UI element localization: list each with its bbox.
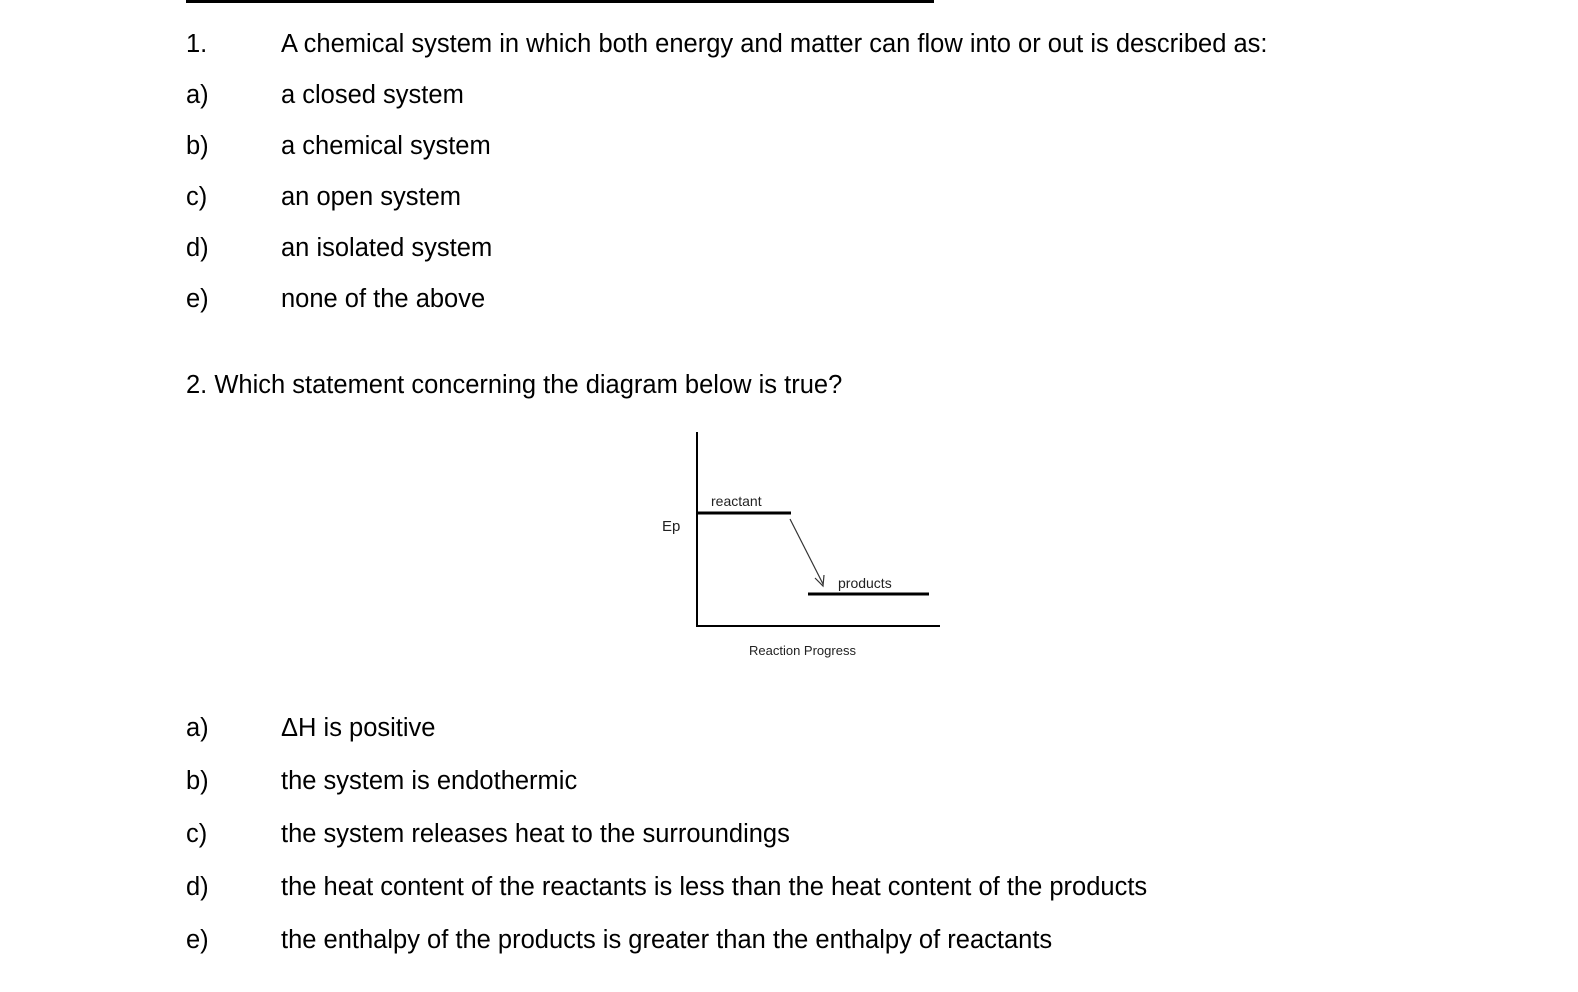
- option-letter: b): [186, 767, 209, 795]
- reactant-label: reactant: [711, 493, 762, 509]
- option-text: none of the above: [281, 285, 486, 313]
- option-letter: d): [186, 873, 209, 901]
- option-letter: c): [186, 183, 208, 211]
- question-1-number: 1.: [186, 30, 208, 58]
- q1-option-d[interactable]: [0, 228, 1578, 268]
- arrow-icon: [790, 519, 823, 584]
- q2-option-b[interactable]: [0, 761, 1578, 801]
- q2-option-c[interactable]: [0, 814, 1578, 854]
- q1-option-e[interactable]: [0, 279, 1578, 319]
- x-axis-label: Reaction Progress: [749, 643, 856, 658]
- q1-option-c[interactable]: [0, 177, 1578, 217]
- option-text: the system releases heat to the surroundings: [281, 820, 790, 848]
- option-text: an isolated system: [281, 234, 493, 262]
- option-letter: a): [186, 714, 209, 742]
- option-text: a chemical system: [281, 132, 491, 160]
- option-letter: d): [186, 234, 209, 262]
- arrowhead-icon: [815, 575, 824, 586]
- q1-option-b[interactable]: [0, 126, 1578, 166]
- q2-option-d[interactable]: [0, 867, 1578, 907]
- option-text: a closed system: [281, 81, 464, 109]
- question-2-prompt: 2. Which statement concerning the diagram below is true?: [186, 371, 843, 399]
- option-letter: a): [186, 81, 209, 109]
- option-text: the heat content of the reactants is less than the heat content of the products: [281, 873, 1148, 901]
- q1-option-a[interactable]: [0, 75, 1578, 115]
- option-text: an open system: [281, 183, 462, 211]
- products-label: products: [838, 575, 892, 591]
- option-letter: e): [186, 926, 209, 954]
- option-letter: b): [186, 132, 209, 160]
- q2-option-a[interactable]: [0, 708, 1578, 748]
- option-text: the system is endothermic: [281, 767, 578, 795]
- option-text: ΔH is positive: [281, 714, 436, 742]
- option-text: the enthalpy of the products is greater than the enthalpy of reactants: [281, 926, 1053, 954]
- question-1-row: [0, 24, 1578, 64]
- y-axis-label: Ep: [662, 518, 681, 535]
- option-letter: e): [186, 285, 209, 313]
- option-letter: c): [186, 820, 208, 848]
- top-rule: [186, 0, 934, 3]
- q2-option-e[interactable]: [0, 920, 1578, 960]
- question-1-prompt: A chemical system in which both energy and matter can flow into or out is described as:: [281, 30, 1268, 58]
